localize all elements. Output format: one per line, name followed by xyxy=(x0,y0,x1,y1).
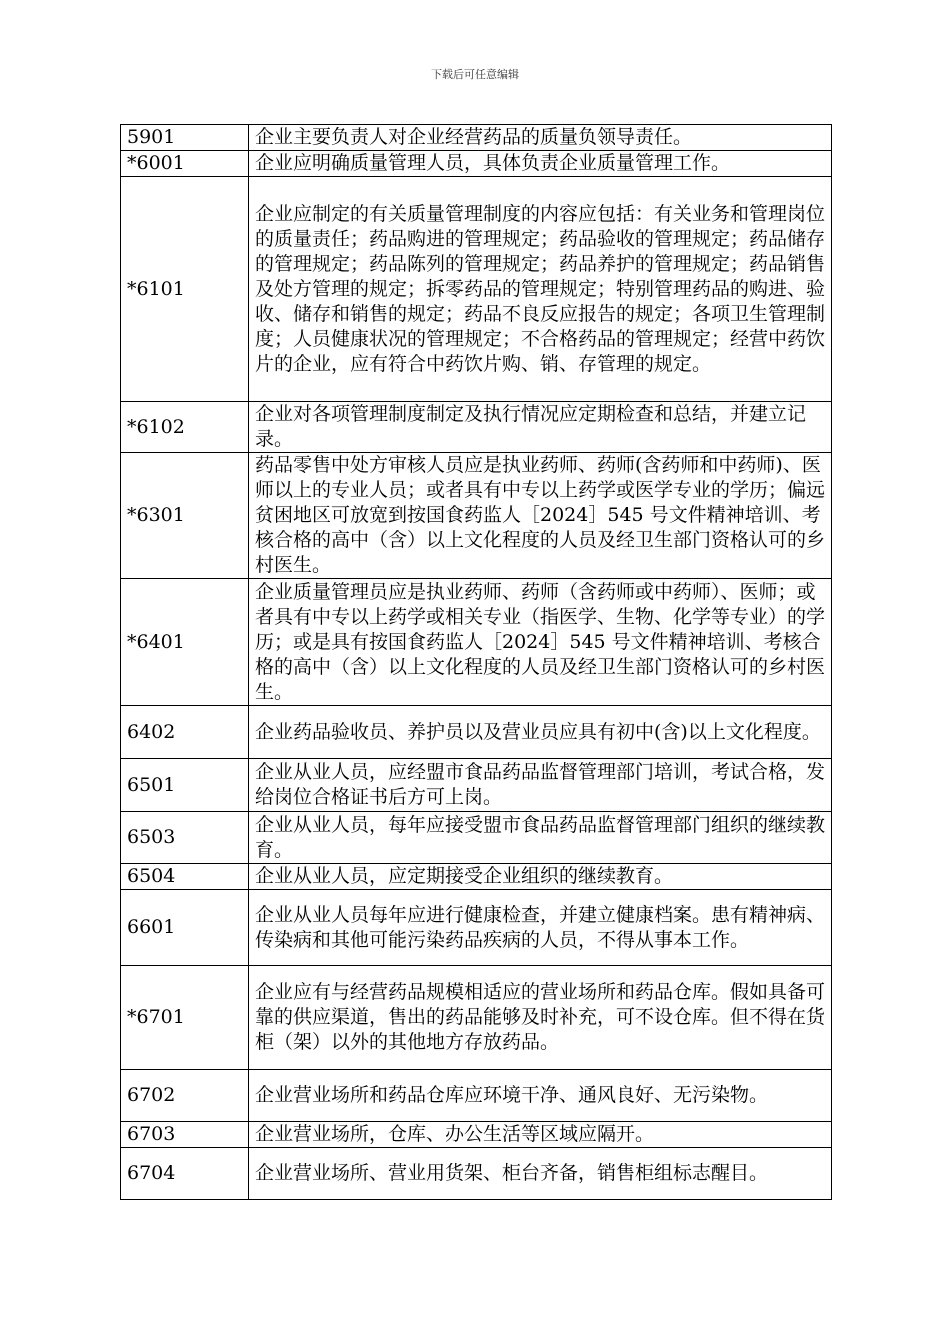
clause-text: 企业营业场所和药品仓库应环境干净、通风良好、无污染物。 xyxy=(249,1070,832,1122)
table-row xyxy=(121,125,832,151)
clause-text: 企业质量管理员应是执业药师、药师（含药师或中药师）、医师；或者具有中专以上药学或相关专业（指医学、生物、化学等专业）的学历；或是具有按国食药监人［2024］545 号文件精神培训、考核合格的高中（含）以上文化程度的人员及经卫生部门资格认可的乡村医生。 xyxy=(249,579,832,706)
clause-code: 6703 xyxy=(121,1122,249,1148)
clause-text: 企业从业人员，每年应接受盟市食品药品监督管理部门组织的继续教育。 xyxy=(249,812,832,864)
clause-code: *6301 xyxy=(121,453,249,579)
clause-code: 6504 xyxy=(121,864,249,890)
clause-text: 企业从业人员，应定期接受企业组织的继续教育。 xyxy=(249,864,832,890)
clause-code: *6102 xyxy=(121,402,249,453)
clause-code: 6704 xyxy=(121,1148,249,1200)
clause-code: 5901 xyxy=(121,125,249,151)
table-row xyxy=(121,706,832,759)
clause-text: 企业对各项管理制度制定及执行情况应定期检查和总结，并建立记录。 xyxy=(249,402,832,453)
clause-code: 6501 xyxy=(121,759,249,812)
clause-code: 6601 xyxy=(121,890,249,966)
clause-text: 企业从业人员每年应进行健康检查，并建立健康档案。患有精神病、传染病和其他可能污染药品疾病的人员，不得从事本工作。 xyxy=(249,890,832,966)
clause-text: 企业营业场所，仓库、办公生活等区域应隔开。 xyxy=(249,1122,832,1148)
table-row xyxy=(121,453,832,579)
clause-code: *6001 xyxy=(121,151,249,177)
table-row xyxy=(121,1070,832,1122)
clause-code: *6401 xyxy=(121,579,249,706)
clause-code: *6701 xyxy=(121,966,249,1070)
table-row xyxy=(121,812,832,864)
clause-text: 企业主要负责人对企业经营药品的质量负领导责任。 xyxy=(249,125,832,151)
clause-text: 企业应制定的有关质量管理制度的内容应包括：有关业务和管理岗位的质量责任；药品购进的管理规定；药品验收的管理规定；药品储存的管理规定；药品陈列的管理规定；药品养护的管理规定；药品销售及处方管理的规定；拆零药品的管理规定；特别管理药品的购进、验收、储存和销售的规定；药品不良反应报告的规定；各项卫生管理制度；人员健康状况的管理规定；不合格药品的管理规定；经营中药饮片的企业，应有符合中药饮片购、销、存管理的规定。 xyxy=(249,177,832,402)
clause-table xyxy=(120,124,832,1200)
table-row xyxy=(121,402,832,453)
clause-code: *6101 xyxy=(121,177,249,402)
table-row xyxy=(121,864,832,890)
clause-text: 企业应明确质量管理人员，具体负责企业质量管理工作。 xyxy=(249,151,832,177)
clause-code: 6702 xyxy=(121,1070,249,1122)
table-row xyxy=(121,1122,832,1148)
header-note: 下载后可任意编辑 xyxy=(431,68,519,81)
table-row xyxy=(121,151,832,177)
table-row xyxy=(121,1148,832,1200)
clause-text: 企业从业人员，应经盟市食品药品监督管理部门培训，考试合格，发给岗位合格证书后方可上岗。 xyxy=(249,759,832,812)
clause-code: 6402 xyxy=(121,706,249,759)
table-row xyxy=(121,177,832,402)
table-row xyxy=(121,759,832,812)
table-row xyxy=(121,579,832,706)
table-row xyxy=(121,966,832,1070)
clause-code: 6503 xyxy=(121,812,249,864)
clause-text: 企业药品验收员、养护员以及营业员应具有初中(含)以上文化程度。 xyxy=(249,706,832,759)
clause-text: 企业应有与经营药品规模相适应的营业场所和药品仓库。假如具备可靠的供应渠道，售出的药品能够及时补充，可不设仓库。但不得在货柜（架）以外的其他地方存放药品。 xyxy=(249,966,832,1070)
clause-text: 药品零售中处方审核人员应是执业药师、药师(含药师和中药师)、医师以上的专业人员；或者具有中专以上药学或医学专业的学历；偏远贫困地区可放宽到按国食药监人［2024］545 号文件精神培训、考核合格的高中（含）以上文化程度的人员及经卫生部门资格认可的乡村医生。 xyxy=(249,453,832,579)
table-row xyxy=(121,890,832,966)
clause-text: 企业营业场所、营业用货架、柜台齐备，销售柜组标志醒目。 xyxy=(249,1148,832,1200)
